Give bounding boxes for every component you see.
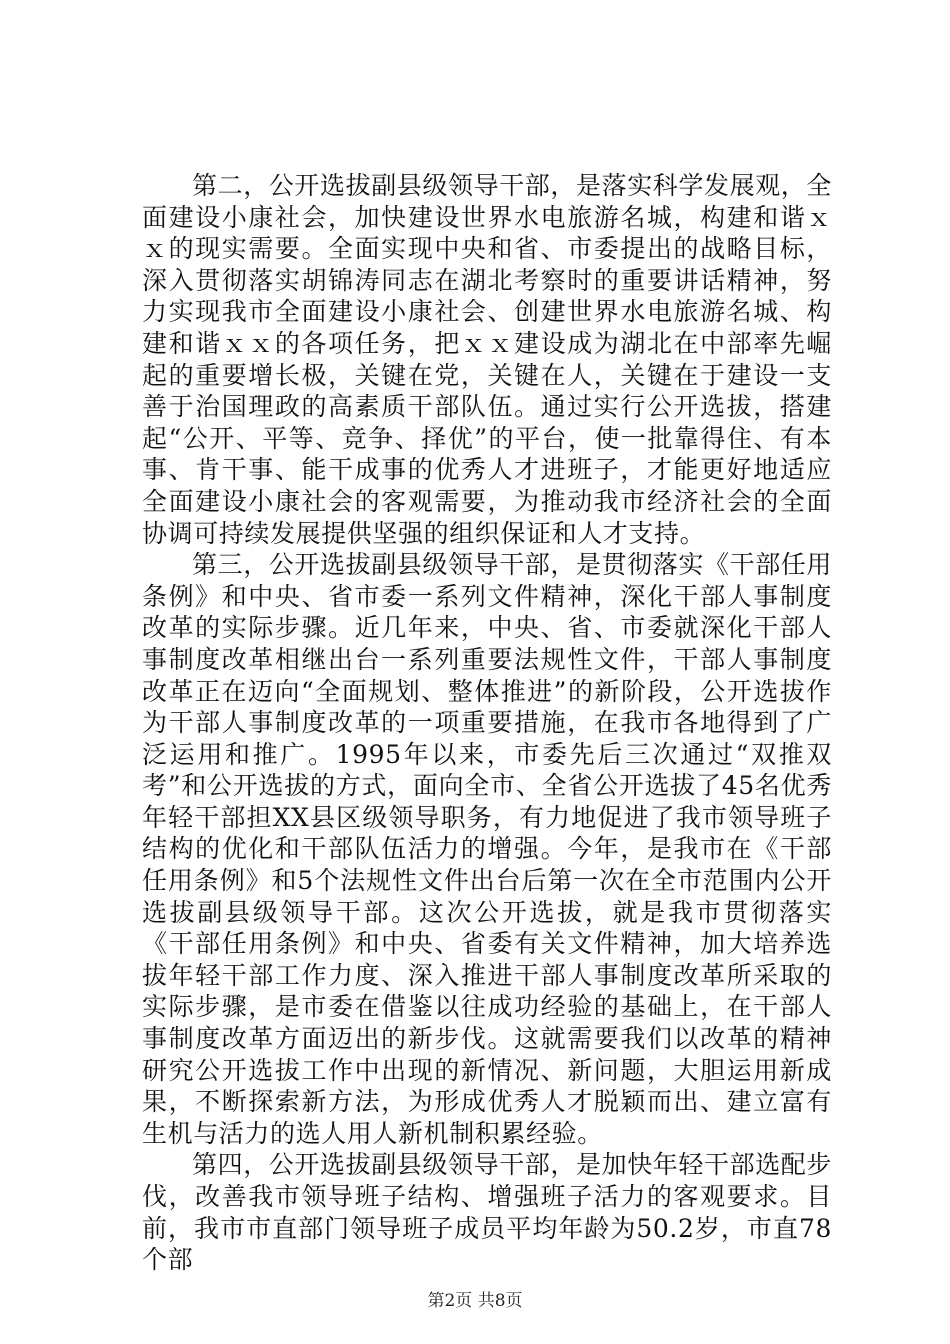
paragraph-fourth-point: 第四，公开选拔副县级领导干部，是加快年轻干部选配步伐，改善我市领导班子结构、增强班子活力的客观要求。目前，我市市直部门领导班子成员平均年龄为50.2岁，市直78个部 — [142, 1150, 833, 1275]
paragraph-second-point: 第二，公开选拔副县级领导干部，是落实科学发展观，全面建设小康社会，加快建设世界水电旅游名城，构建和谐ｘｘ的现实需要。全面实现中央和省、市委提出的战略目标，深入贯彻落实胡锦涛同志在湖北考察时的重要讲话精神，努力实现我市全面建设小康社会、创建世界水电旅游名城、构建和谐ｘｘ的各项任务，把ｘｘ建设成为湖北在中部率先崛起的重要增长极，关键在党，关键在人，关键在于建设一支善于治国理政的高素质干部队伍。通过实行公开选拔，搭建起“公开、平等、竞争、择优”的平台，使一批靠得住、有本事、肯干事、能干成事的优秀人才进班子，才能更好地适应全面建设小康社会的客观需要，为推动我市经济社会的全面协调可持续发展提供坚强的组织保证和人才支持。 — [142, 171, 833, 548]
document-body — [142, 170, 832, 1276]
paragraph-third-point: 第三，公开选拔副县级领导干部，是贯彻落实《干部任用条例》和中央、省市委一系列文件精神，深化干部人事制度改革的实际步骤。近几年来，中央、省、市委就深化干部人事制度改革相继出台一系列重要法规性文件，干部人事制度改革正在迈向“全面规划、整体推进”的新阶段，公开选拔作为干部人事制度改革的一项重要措施，在我市各地得到了广泛运用和推广。1995年以来，市委先后三次通过“双推双考”和公开选拔的方式，面向全市、全省公开选拔了45名优秀年轻干部担XX县区级领导职务，有力地促进了我市领导班子结构的优化和干部队伍活力的增强。今年，是我市在《干部任用条例》和5个法规性文件出台后第一次在全市范围内公开选拔副县级领导干部。这次公开选拔，就是我市贯彻落实《干部任用条例》和中央、省委有关文件精神，加大培养选拔年轻干部工作力度、深入推进干部人事制度改革所采取的实际步骤，是市委在借鉴以往成功经验的基础上，在干部人事制度改革方面迈出的新步伐。这就需要我们以改革的精神研究公开选拔工作中出现的新情况、新问题，大胆运用新成果，不断探索新方法，为形成优秀人才脱颖而出、建立富有生机与活力的选人用人新机制积累经验。 — [142, 550, 833, 1148]
page-footer: 第2页 共8页 — [427, 1291, 523, 1311]
